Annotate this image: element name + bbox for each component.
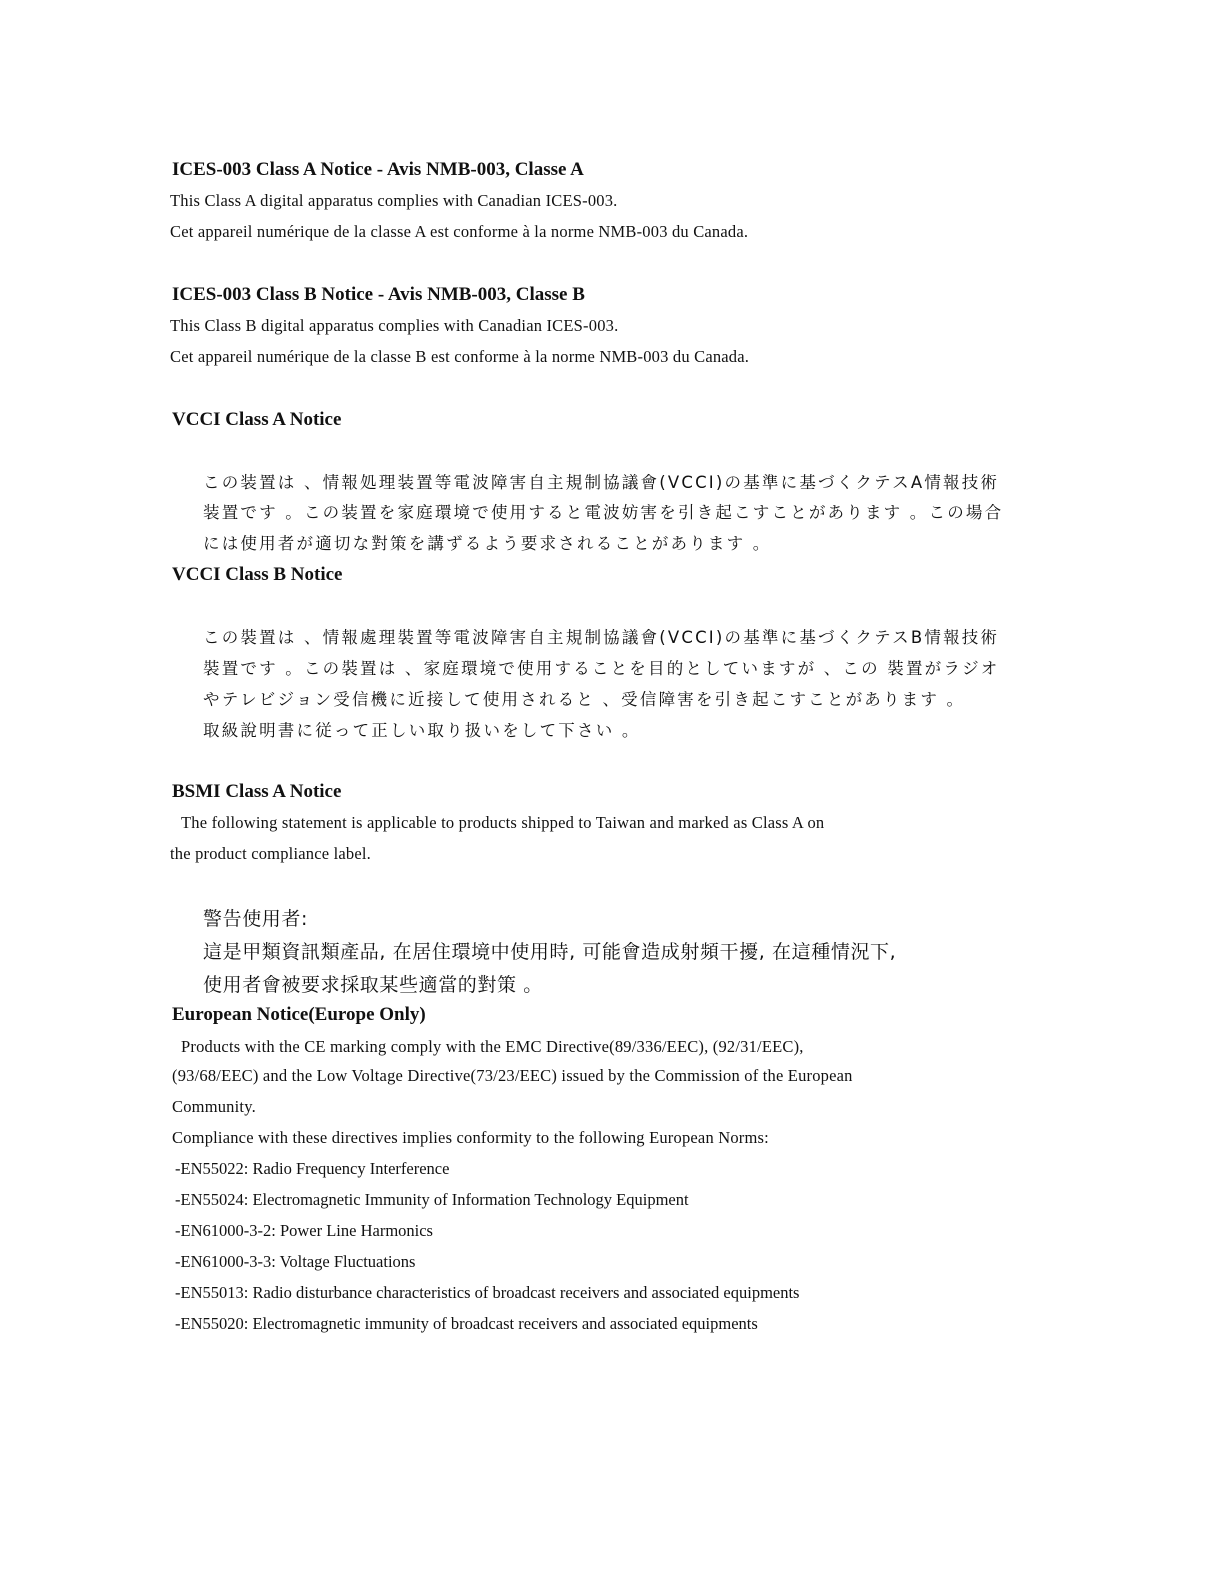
vcci-b-line: やテレビジョン受信機に近接して使用されると 、受信障害を引き起こすことがあります 。 — [203, 690, 966, 709]
ices-a-french: Cet appareil numérique de la classe A est conforme à la norme NMB-003 du Canada. — [170, 222, 749, 241]
bsmi-statement-cont: the product compliance label. — [170, 844, 371, 863]
europe-paragraph-line: Community. — [172, 1097, 256, 1116]
europe-norm-item: -EN55022: Radio Frequency Interference — [175, 1159, 450, 1178]
europe-norm-item: -EN55020: Electromagnetic immunity of broadcast receivers and associated equipments — [175, 1314, 758, 1333]
europe-paragraph-line: Products with the CE marking comply with the EMC Directive(89/336/EEC), (92/31/EEC), — [181, 1037, 804, 1056]
europe-norm-item: -EN55013: Radio disturbance characteristics of broadcast receivers and associated equipments — [175, 1283, 800, 1302]
bsmi-warning-title: 警告使用者: — [203, 908, 309, 930]
vcci-b-line: 裝置です 。この裝置は 、家庭環境で使用することを目的としていますが 、この 裝置がラジオ — [203, 659, 1000, 678]
europe-heading: European Notice(Europe Only) — [172, 1004, 426, 1025]
europe-norm-item: -EN61000-3-2: Power Line Harmonics — [175, 1221, 433, 1240]
vcci-b-heading: VCCI Class B Notice — [172, 564, 343, 585]
europe-norm-item: -EN61000-3-3: Voltage Fluctuations — [175, 1252, 416, 1271]
bsmi-statement: The following statement is applicable to products shipped to Taiwan and marked as Class A on — [181, 813, 825, 832]
vcci-b-line: この裝置は 、情報處理裝置等電波障害自主規制協議會(VCCI)の基準に基づくクテスB情報技術 — [203, 628, 1000, 647]
europe-paragraph-line: (93/68/EEC) and the Low Voltage Directive(73/23/EEC) issued by the Commission of the European — [172, 1066, 853, 1085]
bsmi-warning-line: 這是甲類資訊類產品, 在居住環境中使用時, 可能會造成射頻干擾, 在這種情況下, — [203, 941, 897, 963]
ices-a-heading: ICES-003 Class A Notice - Avis NMB-003, Classe A — [172, 159, 584, 180]
ices-b-english: This Class B digital apparatus complies with Canadian ICES-003. — [170, 316, 619, 335]
ices-a-english: This Class A digital apparatus complies with Canadian ICES-003. — [170, 191, 618, 210]
bsmi-warning-line: 使用者會被要求採取某些適當的對策 。 — [203, 974, 543, 996]
vcci-b-line: 取級說明書に従って正しい取り扱いをして下さい 。 — [203, 721, 641, 740]
ices-b-french: Cet appareil numérique de la classe B est conforme à la norme NMB-003 du Canada. — [170, 347, 750, 366]
europe-compliance-line: Compliance with these directives implies conformity to the following European Norms: — [172, 1128, 769, 1147]
vcci-a-line: この装置は 、情報処理装置等電波障害自主規制協議會(VCCI)の基準に基づくクテスA情報技術 — [203, 473, 1000, 492]
ices-b-heading: ICES-003 Class B Notice - Avis NMB-003, Classe B — [172, 284, 585, 305]
vcci-a-line: 装置です 。この装置を家庭環境で使用すると電波妨害を引き起こすことがあります 。この場合 — [203, 503, 1004, 522]
bsmi-heading: BSMI Class A Notice — [172, 781, 342, 802]
vcci-a-heading: VCCI Class A Notice — [172, 409, 342, 430]
europe-norm-item: -EN55024: Electromagnetic Immunity of Information Technology Equipment — [175, 1190, 689, 1209]
vcci-a-line: には使用者が適切な對策を講ずるよう要求されることがあります 。 — [203, 534, 772, 553]
